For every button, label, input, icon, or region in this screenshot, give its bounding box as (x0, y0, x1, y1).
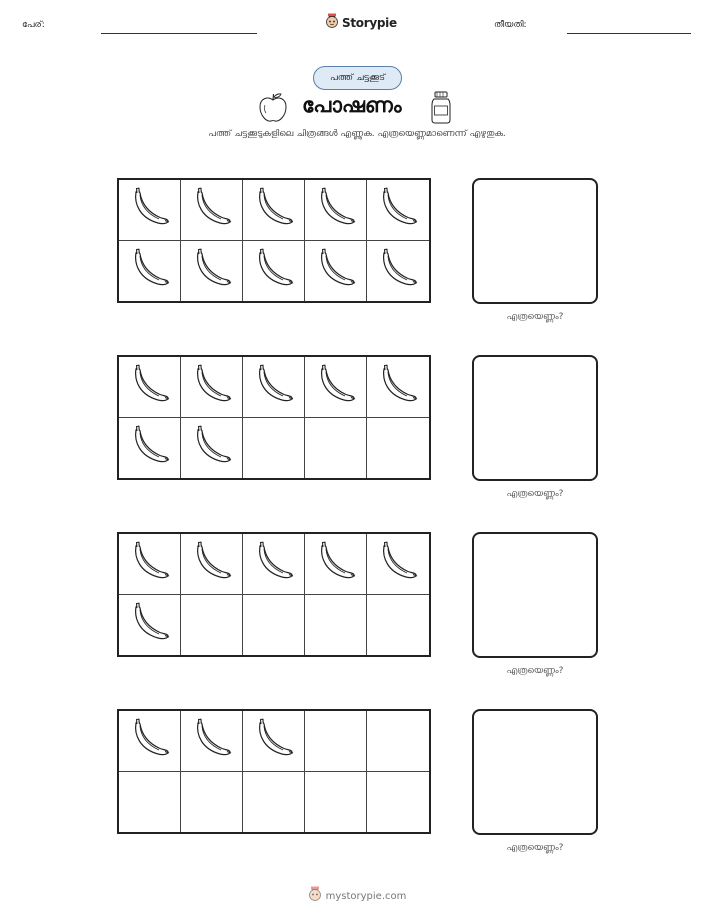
ten-frame-4 (117, 709, 431, 834)
banana-icon (128, 247, 172, 295)
frame-cell (119, 180, 181, 241)
banana-icon (190, 717, 234, 765)
frame-cell (305, 772, 367, 833)
frame-cell (367, 241, 429, 302)
name-write-line[interactable] (101, 33, 257, 34)
ten-frame-3 (117, 532, 431, 657)
frame-cell (305, 711, 367, 772)
jar-icon (430, 91, 452, 128)
ten-frame-2 (117, 355, 431, 480)
frame-cell (119, 418, 181, 479)
banana-icon (128, 424, 172, 472)
frame-cell (119, 711, 181, 772)
banana-icon (190, 424, 234, 472)
answer-box-3[interactable] (472, 532, 598, 658)
banana-icon (314, 363, 358, 411)
frame-cell (181, 772, 243, 833)
frame-cell (367, 711, 429, 772)
banana-icon (376, 540, 420, 588)
frame-cell (181, 180, 243, 241)
banana-icon (128, 601, 172, 649)
frame-cell (243, 418, 305, 479)
banana-icon (128, 363, 172, 411)
brand-logo (325, 13, 397, 33)
answer-box-2[interactable] (472, 355, 598, 481)
ten-frame-1 (117, 178, 431, 303)
banana-icon (252, 717, 296, 765)
frame-cell (119, 241, 181, 302)
banana-icon (252, 540, 296, 588)
frame-cell (119, 595, 181, 656)
answer-prompt-2: എത്രയെണ്ണം? (506, 489, 564, 499)
brand-name: Storypie (342, 16, 397, 30)
answer-prompt-3: എത്രയെണ്ണം? (506, 666, 564, 676)
frame-cell (243, 180, 305, 241)
frame-cell (181, 711, 243, 772)
banana-icon (252, 186, 296, 234)
banana-icon (314, 186, 358, 234)
date-write-line[interactable] (567, 33, 691, 34)
frame-cell (119, 357, 181, 418)
frame-cell (367, 772, 429, 833)
footer-url[interactable]: mystorypie.com (325, 890, 407, 902)
frame-cell (181, 418, 243, 479)
frame-cell (243, 357, 305, 418)
banana-icon (190, 247, 234, 295)
frame-cell (181, 241, 243, 302)
frame-cell (181, 534, 243, 595)
instructions: പത്ത് ചട്ടക്കൂടുകളിലെ ചിത്രങ്ങൾ എണ്ണുക. എത്രയെണ്ണമാണെന്ന് എഴുതുക. (208, 129, 506, 139)
banana-icon (252, 363, 296, 411)
frame-cell (305, 180, 367, 241)
banana-icon (190, 186, 234, 234)
frame-cell (305, 241, 367, 302)
answer-box-1[interactable] (472, 178, 598, 304)
footer (0, 886, 714, 906)
banana-icon (128, 540, 172, 588)
frame-cell (243, 241, 305, 302)
banana-icon (314, 247, 358, 295)
frame-cell (305, 418, 367, 479)
banana-icon (376, 363, 420, 411)
banana-icon (190, 363, 234, 411)
banana-icon (128, 186, 172, 234)
frame-cell (243, 534, 305, 595)
banana-icon (376, 247, 420, 295)
storypie-mascot-icon (325, 13, 339, 33)
title-row (250, 90, 464, 126)
answer-box-4[interactable] (472, 709, 598, 835)
frame-cell (181, 595, 243, 656)
banana-icon (252, 247, 296, 295)
frame-cell (181, 357, 243, 418)
frame-cell (243, 772, 305, 833)
frame-cell (305, 357, 367, 418)
frame-cell (367, 180, 429, 241)
frame-cell (367, 534, 429, 595)
page-title: പോഷണം (302, 93, 402, 117)
frame-cell (243, 595, 305, 656)
frame-cell (367, 418, 429, 479)
banana-icon (376, 186, 420, 234)
date-label: തീയതി: (494, 20, 527, 30)
answer-prompt-1: എത്രയെണ്ണം? (506, 312, 564, 322)
banana-icon (190, 540, 234, 588)
frame-cell (305, 595, 367, 656)
banana-icon (314, 540, 358, 588)
banana-icon (128, 717, 172, 765)
frame-cell (119, 534, 181, 595)
frame-cell (367, 357, 429, 418)
frame-cell (367, 595, 429, 656)
topic-badge: പത്ത് ചട്ടക്കൂട് (313, 66, 402, 90)
apple-icon (258, 91, 288, 127)
frame-cell (305, 534, 367, 595)
answer-prompt-4: എത്രയെണ്ണം? (506, 843, 564, 853)
storypie-mascot-icon (308, 886, 322, 906)
frame-cell (243, 711, 305, 772)
frame-cell (119, 772, 181, 833)
name-label: പേര്: (22, 20, 45, 30)
